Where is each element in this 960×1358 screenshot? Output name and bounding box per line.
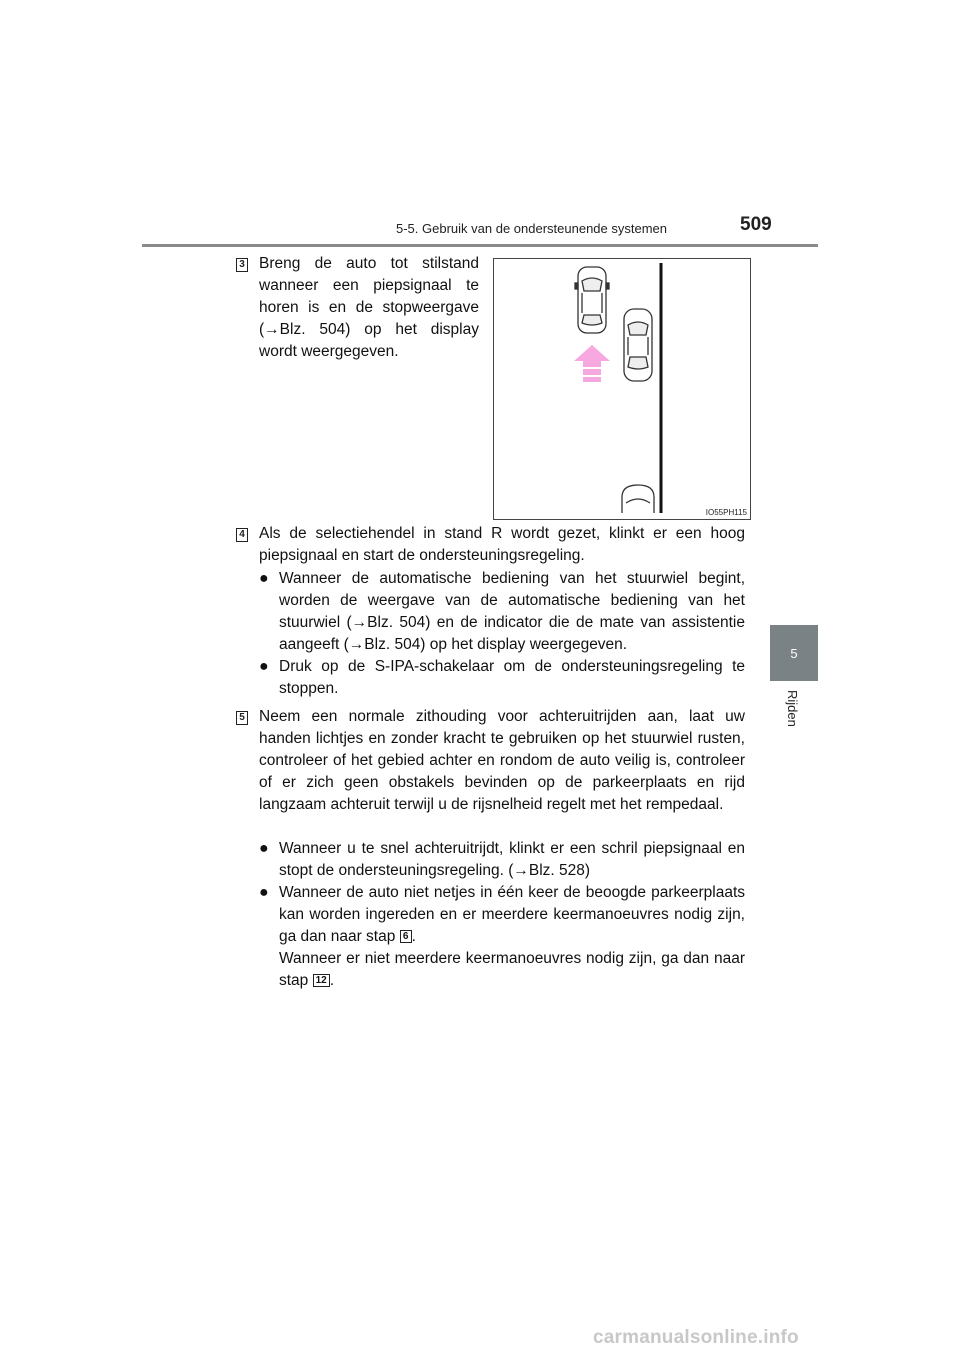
step-reference-6: 6 [400, 930, 412, 943]
step-number-5: 5 [236, 711, 248, 725]
figure-code: IO55PH115 [705, 508, 747, 517]
chapter-label: Rijden [785, 690, 800, 727]
step-5-bullet-2 [259, 882, 745, 992]
car-top-view-icon [575, 267, 609, 333]
parked-car-icon [624, 309, 652, 381]
step-4-bullet-2 [259, 656, 745, 700]
chapter-number: 5 [790, 645, 798, 661]
bullet-text: Wanneer de automatische bediening van het stuurwiel begint, worden de weergave van de automatische bediening van het stuurwiel (→Blz. 504) en de indicator die de mate van assistentie aangeeft (→Blz. 504) op het display weergegeven. [279, 570, 745, 653]
watermark: carmanualsonline.info [593, 1327, 799, 1348]
bullet-text-part-1: Wanneer de auto niet netjes in één keer de beoogde parkeerplaats kan worden ingereden en er meerdere keermanoeuvres nodig zijn, ga dan naar stap [279, 884, 745, 945]
step-3-text: Breng de auto tot stilstand wanneer een piepsignaal te horen is en de stopweergave (→Blz. 504) op het display wordt weergegeven. [259, 255, 479, 360]
bullet-icon: ● [259, 884, 269, 901]
bullet-icon: ● [259, 658, 269, 675]
parked-car-front-icon [622, 485, 654, 513]
bullet-text: Druk op de S-IPA-schakelaar om de ondersteuningsregeling te stoppen. [279, 658, 745, 697]
step-5-text: Neem een normale zithouding voor achteruitrijden aan, laat uw handen lichtjes en zonder kracht te gebruiken op het stuurwiel rusten, controleer of het gebied achter en rondom de auto veilig is, controleer of er zich geen obstakels bevinden op de parkeerplaats en rijd langzaam achteruit terwijl u de rijsnelheid regelt met het rempedaal. [259, 708, 745, 813]
bullet-text-part-3: Wanneer er niet meerdere keermanoeuvres nodig zijn, ga dan naar stap [279, 950, 745, 989]
page-number: 509 [740, 214, 772, 235]
step-4-bullet-1 [259, 568, 745, 656]
bullet-text-part-2: . [411, 928, 416, 945]
bullet-text: Wanneer u te snel achteruitrijdt, klinkt er een schril piepsignaal en stopt de ondersteuningsregeling. (→Blz. 528) [279, 840, 745, 879]
reverse-arrow-icon [574, 345, 610, 382]
step-4-text: Als de selectiehendel in stand R wordt gezet, klinkt er een hoog piepsignaal en start de ondersteuningsregeling. [259, 525, 745, 564]
bullet-icon: ● [259, 840, 269, 857]
step-number-4: 4 [236, 528, 248, 542]
bullet-text-part-4: . [329, 972, 335, 989]
section-title: 5-5. Gebruik van de ondersteunende systemen [396, 221, 668, 236]
step-reference-12: 12 [313, 974, 330, 987]
chapter-tab [770, 625, 818, 681]
parking-illustration [493, 258, 751, 520]
step-5-bullet-1 [259, 838, 745, 882]
bullet-icon: ● [259, 570, 269, 587]
header-divider [142, 244, 818, 247]
step-number-3: 3 [236, 258, 248, 272]
